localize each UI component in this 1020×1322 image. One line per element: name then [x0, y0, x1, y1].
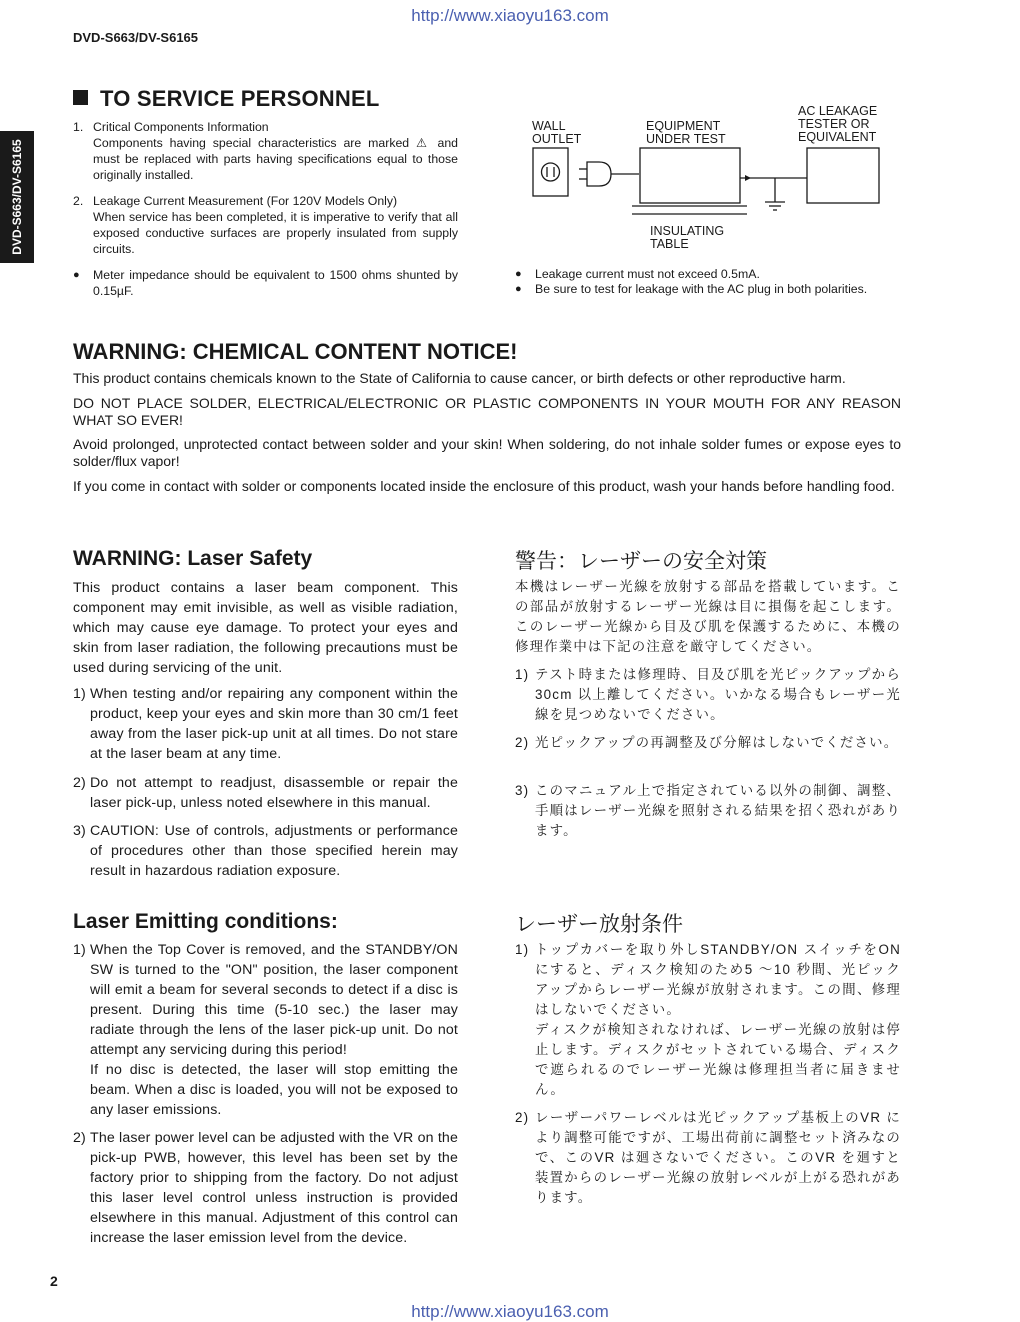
model-number: DVD-S663/DV-S6165	[73, 30, 199, 45]
service-item-body: When service has been completed, it is imperative to verify that all exposed conductive surfaces are properly insulated from supply circuits.	[93, 210, 458, 256]
item-num: 1)	[515, 942, 530, 957]
laser-safety-jp-intro: 本機はレーザー光線を放射する部品を搭載しています。この部品が放射するレーザー光線は目に損傷を起こします。このレーザー光線から目及び肌を保護するために、本機の修理作業中は下記の注意を厳守してください。	[515, 579, 901, 654]
meter-impedance-note	[73, 267, 458, 299]
item-num: 2)	[73, 775, 86, 791]
service-item-body: Components having special characteristics are marked ⚠ and must be replaced with parts having specifications equal to those originally installed.	[93, 136, 458, 182]
service-item-title: Critical Components Information	[93, 120, 269, 134]
side-tab	[0, 131, 34, 263]
chemical-paragraph: DO NOT PLACE SOLDER, ELECTRICAL/ELECTRONIC OR PLASTIC COMPONENTS IN YOUR MOUTH FOR ANY REASON WHAT SO EVER!	[73, 395, 901, 428]
laser-safety-item	[73, 821, 458, 881]
tester-box	[807, 148, 879, 203]
chemical-paragraph: Avoid prolonged, unprotected contact between solder and your skin! When soldering, do not inhale solder fumes or expose eyes to solder/flux vapor!	[73, 436, 901, 469]
laser-safety-intro: This product contains a laser beam component. This component may emit invisible, as well as visible radiation, which may cause eye damage. To protect your eyes and skin from laser radiation, the following precautions must be used during servicing of the unit.	[73, 580, 458, 676]
item-body: When testing and/or repairing any component within the product, keep your eyes and skin more than 30 cm/1 feet away from the laser pick-up unit at all times. Do not stare at the laser beam at any time.	[90, 686, 458, 762]
footer-url[interactable]: http://www.xiaoyu163.com	[411, 1302, 609, 1321]
service-item-num: 2.	[73, 194, 84, 208]
laser-emitting-jp-item	[515, 940, 901, 1100]
polarity-note	[515, 281, 901, 297]
item-paragraph: If no disc is detected, the laser will stop emitting the beam. When a disc is loaded, you will not be exposed to any laser emissions.	[90, 1062, 458, 1118]
item-paragraph: ディスクが検知されなければ、レーザー光線の放射は停止します。ディスクがセットされている場合、ディスクで遮られるのでレーザー光線は修理担当者に届きません。	[535, 1022, 901, 1097]
service-item	[73, 193, 458, 257]
laser-safety-jp-item	[515, 665, 901, 725]
wall-outlet-box	[533, 148, 568, 196]
item-num: 1)	[515, 667, 530, 682]
insulating-table-label: INSULATING TABLE	[650, 224, 725, 251]
service-item	[73, 119, 458, 183]
item-num: 3)	[73, 823, 86, 839]
meter-impedance-text: Meter impedance should be equivalent to 1500 ohms shunted by 0.15µF.	[93, 268, 458, 298]
item-num: 1)	[73, 686, 86, 702]
ac-plug-icon	[587, 162, 611, 186]
item-body: 光ピックアップの再調整及び分解はしないでください。	[535, 735, 899, 750]
item-paragraph: レーザーパワーレベルは光ピックアップ基板上のVR により調整可能ですが、工場出荷前に調整セット済みなので、このVR は廻さないでください。このVR を廻すと装置からのレーザー光線の放射レベルが上がる恐れがあります。	[535, 1110, 901, 1205]
service-item-title: Leakage Current Measurement (For 120V Models Only)	[93, 194, 398, 208]
header-url[interactable]: http://www.xiaoyu163.com	[411, 6, 609, 25]
polarity-text: Be sure to test for leakage with the AC plug in both polarities.	[535, 282, 868, 296]
item-paragraph: When the Top Cover is removed, and the STANDBY/ON SW is turned to the "ON" position, the laser component will emit a beam for several seconds to detect if a disc is present. During this time (5-10 sec.) the laser may radiate through the lens of the laser pick-up unit. Do not attempt any servicing during this period!	[90, 942, 458, 1058]
laser-emitting-item	[73, 940, 458, 1120]
laser-safety-item	[73, 773, 458, 813]
equipment-label: EQUIPMENT UNDER TEST	[646, 119, 726, 146]
item-num: 3)	[515, 783, 530, 798]
item-body: テスト時または修理時、目及び肌を光ピックアップから30cm 以上離してください。いかなる場合もレーザー光線を見つめないでください。	[535, 667, 901, 722]
bullet-icon: ●	[73, 269, 80, 281]
bullet-icon: ●	[515, 268, 522, 280]
laser-safety-jp-title: 警告：レーザーの安全対策	[515, 550, 767, 573]
item-num: 1)	[73, 942, 86, 958]
leakage-limit-note	[515, 266, 901, 282]
laser-safety-title: WARNING: Laser Safety	[73, 547, 313, 570]
laser-emitting-title: Laser Emitting conditions:	[73, 910, 338, 933]
leakage-limit-text: Leakage current must not exceed 0.5mA.	[535, 267, 760, 281]
laser-emitting-item	[73, 1128, 458, 1248]
laser-safety-jp-item	[515, 733, 901, 753]
item-num: 2)	[515, 735, 530, 750]
square-bullet-icon	[73, 90, 88, 105]
page-number: 2	[50, 1273, 58, 1289]
chemical-paragraph: If you come in contact with solder or components located inside the enclosure of this product, wash your hands before handling food.	[73, 478, 895, 494]
chemical-warning-title: WARNING: CHEMICAL CONTENT NOTICE!	[73, 339, 518, 364]
item-body: このマニュアル上で指定されている以外の制御、調整、手順はレーザー光線を照射される結果を招く恐れがあります。	[535, 783, 901, 838]
service-heading	[73, 86, 379, 112]
laser-emitting-jp-item	[515, 1108, 901, 1208]
item-body: Do not attempt to readjust, disassemble or repair the laser pick-up, unless noted elsewhere in this manual.	[90, 775, 458, 811]
laser-emitting-jp-title: レーザー放射条件	[515, 913, 683, 936]
outlet-socket-icon	[542, 163, 560, 181]
laser-safety-jp-item	[515, 781, 901, 841]
bullet-icon: ●	[515, 283, 522, 295]
service-title: TO SERVICE PERSONNEL	[100, 86, 380, 111]
side-tab-label: DVD-S663/DV-S6165	[10, 139, 24, 255]
item-body: CAUTION: Use of controls, adjustments or performance of procedures other than those specified herein may result in hazardous radiation exposure.	[90, 823, 458, 879]
laser-safety-item	[73, 684, 458, 764]
item-num: 2)	[73, 1130, 86, 1146]
item-paragraph: トップカバーを取り外しSTANDBY/ON スイッチをONにすると、ディスク検知のため5 〜10 秒間、光ピックアップからレーザー光線が放射されます。この間、修理はしないでください。	[535, 942, 901, 1017]
item-paragraph: The laser power level can be adjusted with the VR on the pick-up PWB, however, this level has been set by the factory prior to shipping from the factory. Do not adjust this laser level control unless instruction is provided elsewhere in this manual. Adjustment of this control can increase the laser emission level from the device.	[90, 1130, 458, 1246]
leakage-test-diagram	[525, 140, 905, 235]
chemical-paragraph: This product contains chemicals known to the State of California to cause cancer, or birth defects or other reproductive harm.	[73, 370, 846, 386]
service-item-num: 1.	[73, 120, 84, 134]
tester-label: AC LEAKAGE TESTER OR EQUIVALENT	[798, 104, 878, 144]
equipment-box	[640, 148, 740, 203]
item-num: 2)	[515, 1110, 530, 1125]
wall-outlet-label: WALL OUTLET	[532, 119, 582, 146]
